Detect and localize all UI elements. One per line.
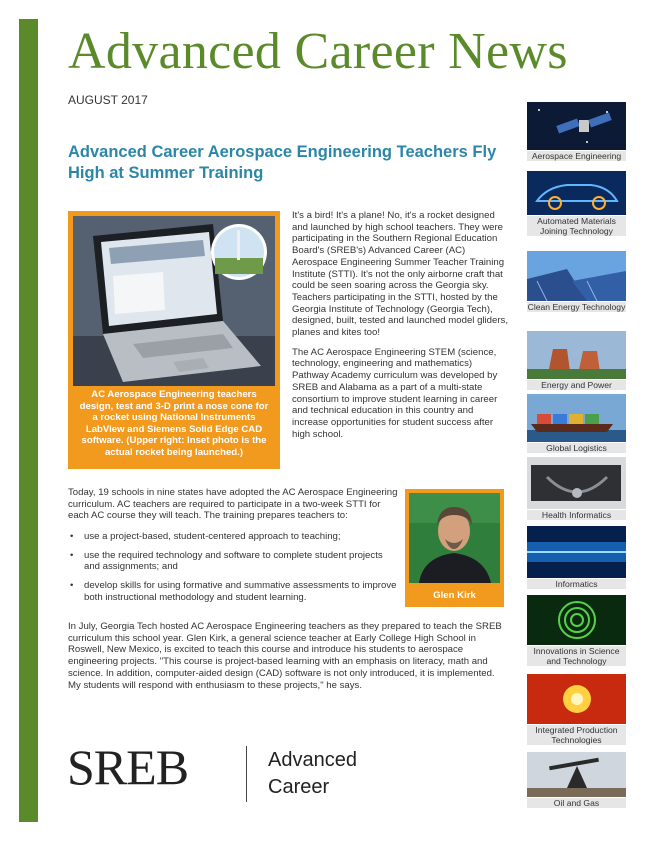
body-intro: Today, 19 schools in nine states have adopted the AC Aerospace Engineering curriculum. AC teachers are required to participate in a two-week STTI for each AC course they will teach. The training prepares teachers to: <box>68 487 398 522</box>
sidebar-item-global-logistics[interactable] <box>527 394 626 457</box>
sidebar-item-automated-materials[interactable] <box>527 171 626 251</box>
satellite-image <box>527 102 626 150</box>
teachers-photo-card <box>68 211 280 469</box>
sidebar-item-integrated-production[interactable] <box>527 674 626 752</box>
sidebar-item-informatics[interactable] <box>527 526 626 595</box>
green-side-bar <box>19 19 38 822</box>
sidebar-item-clean-energy[interactable] <box>527 251 626 331</box>
sidebar-item-innovations[interactable] <box>527 595 626 674</box>
binary-data-image <box>527 526 626 578</box>
stethoscope-keyboard-image <box>527 457 626 509</box>
career-pathways-sidebar <box>527 102 626 812</box>
sidebar-label: Informatics <box>527 579 626 589</box>
sidebar-label: Aerospace Engineering <box>527 151 626 161</box>
sidebar-label: Clean Energy Technology <box>527 302 626 312</box>
sidebar-label: Automated Materials Joining Technology <box>527 216 626 236</box>
car-wireframe-image <box>527 171 626 215</box>
welding-sparks-image <box>527 674 626 724</box>
sidebar-label: Health Informatics <box>527 510 626 520</box>
laptop-photo <box>73 216 275 386</box>
sidebar-item-aerospace-engineering[interactable] <box>527 102 626 171</box>
intro-paragraph-2: The AC Aerospace Engineering STEM (science, technology, engineering and mathematics) Pathway Academy curriculum was developed by SREB and Alabama as a part of a multi-state consortium to improve student learning in career and technical education in this country and increase opportunities for student success after high school. <box>292 346 498 440</box>
logo-career: Career <box>268 776 330 798</box>
fingerprint-image <box>527 595 626 645</box>
cargo-ship-image <box>527 394 626 442</box>
closing-paragraph: In July, Georgia Tech hosted AC Aerospace Engineering teachers as they prepared to teach the SREB curriculum this school year. Glen Kirk, a general science teacher at Early College High School in Roswell, New Mexico, is excited to teach this course and introduce his students to aerospace engineering projects. "This course is project-based learning with an emphasis on literacy, math and science. In addition, computer-aided design (CAD) software is not only introduced, it is implemented. My students will respond with enthusiasm to these projects," he says. <box>68 621 502 691</box>
intro-column <box>292 210 508 448</box>
glen-kirk-name: Glen Kirk <box>433 590 476 601</box>
intro-paragraph-1: It's a bird! It's a plane! No, it's a rocket designed and launched by high school teachers. They were participating in the Southern Regional Education Board's (SREB's) Advanced Career (AC) Aerospace Engineering Summer Teacher Training Institute (STTI). It's not the only airborne craft that could be seen soaring across the Georgia sky. Teachers participating in the STTI, hosted by the Georgia Institute of Technology (Georgia Tech), designed, built, tested and launched model gliders, planes and kites too! <box>292 210 509 339</box>
issue-date: AUGUST 2017 <box>68 93 148 107</box>
solar-panels-image <box>527 251 626 301</box>
bullet-item: • use the required technology and software to complete student projects and assignments; and <box>68 550 400 573</box>
photo-caption: AC Aerospace Engineering teachers design, test and 3-D print a nose cone for a rocket using National Instruments LabView and Siemens Solid Edge CAD software. (Upper right: Inset photo is the actual rocket being launched.) <box>79 389 269 458</box>
sreb-logo: SREB <box>67 739 189 795</box>
glen-kirk-card <box>405 489 504 607</box>
oil-pump-image <box>527 752 626 797</box>
sidebar-label: Energy and Power <box>527 380 626 390</box>
masthead-title: Advanced Career News <box>68 23 568 80</box>
power-plant-image <box>527 331 626 379</box>
sidebar-label: Integrated Production Technologies <box>527 725 626 745</box>
sidebar-item-oil-and-gas[interactable] <box>527 752 626 812</box>
sidebar-item-health-informatics[interactable] <box>527 457 626 526</box>
sidebar-label: Innovations in Science and Technology <box>527 646 626 666</box>
bullet-item: • develop skills for using formative and summative assessments to improve both instructional methodology and student learning. <box>68 580 400 603</box>
sidebar-item-energy-and-power[interactable] <box>527 331 626 394</box>
training-bullets <box>68 531 400 611</box>
article-headline: Advanced Career Aerospace Engineering Teachers Fly High at Summer Training <box>68 143 497 182</box>
bullet-item: • use a project-based, student-centered approach to teaching; <box>68 531 400 543</box>
logo-divider <box>246 746 247 802</box>
logo-advanced: Advanced <box>268 749 357 771</box>
sidebar-label: Global Logistics <box>527 443 626 453</box>
glen-kirk-photo <box>409 493 500 583</box>
sidebar-label: Oil and Gas <box>527 798 626 808</box>
